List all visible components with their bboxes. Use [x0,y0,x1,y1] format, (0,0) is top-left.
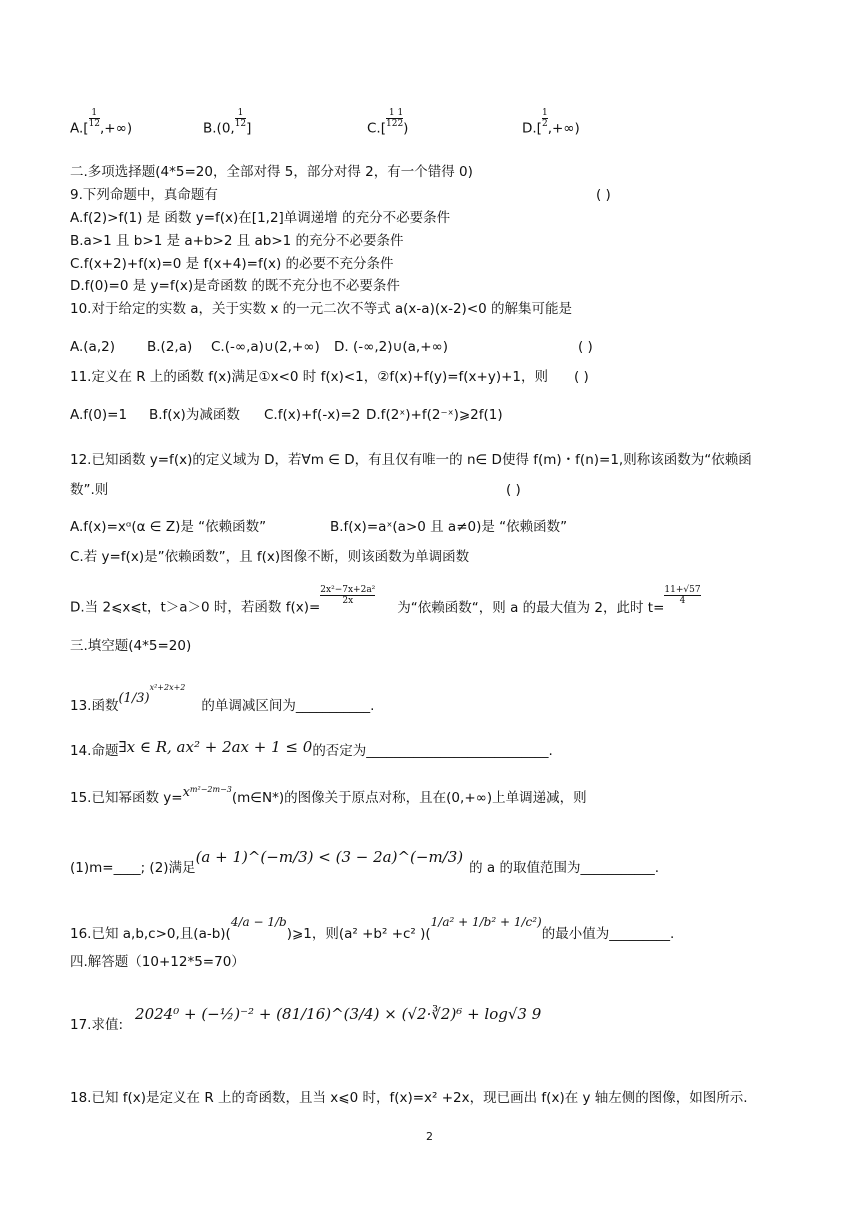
q11-answer-paren: ( ) [574,369,589,385]
q9-answer-paren: ( ) [596,187,611,203]
q12-option-d: D.当 2⩽x⩽t，t＞a＞0 时，若函数 f(x)= $\frac{\text{2x²−7x+2a²}}{2x}$ 为“依赖函数“，则 a 的最大值为 2，此时 t= $\frac{11+√57}{4}$ [70,585,701,616]
q12-stem-line1: 12.已知函数 y=f(x)的定义域为 D，若∀m ∈ D，有且仅有唯一的 n∈ D使得 f(m)・f(n)=1,则称该函数为“依赖函 [70,452,752,468]
q12-stem-line2: 数”.则 [70,482,109,498]
q10-option-b: B.(2,a) [147,339,193,355]
q15-line1: 15.已知幂函数 $y=x^{m^2-2m-3}(m\in N*)$的图像关于原点对称，且在(0,+∞)上单调递减，则 [70,785,587,806]
section-title-multiple-choice: 二.多项选择题(4*5=20，全部对得 5，部分对得 2，有一个错得 0) [70,164,473,180]
q15-line2: (1)m=____; (2)满足(a + 1)^(−m/3) < (3 − 2a)^(−m/3)的 a 的取值范围为___________. [70,848,660,876]
q10-stem: 10.对于给定的实数 a，关于实数 x 的一元二次不等式 a(x-a)(x-2)<0 的解集可能是 [70,301,573,317]
q16: 16.已知 a,b,c>0,且(a-b)(4/a − 1/b)⩾1，则(a² +b² +c² )(1/a² + 1/b² + 1/c²)的最小值为_________. [70,915,675,942]
q10-option-a: A.(a,2) [70,339,115,355]
q9-option-b: B.a>1 且 b>1 是 a+b>2 且 ab>1 的充分不必要条件 [70,233,404,249]
q11-stem: 11.定义在 R 上的函数 f(x)满足①x<0 时 f(x)<1，②f(x)+f(y)=f(x+y)+1，则 [70,369,549,385]
q12-option-b: B.f(x)=aˣ(a>0 且 a≠0)是 “依赖函数” [330,519,568,535]
q8-option-c: C.[ $\frac{1}{12}$ $\frac{1}{2}$ ) [367,108,409,137]
q13: 13.函数$(1/3)^{x^2+2x+2}$的单调减区间为___________. [70,683,375,714]
q8-option-a: A.[ $\frac{1}{12}$ ,+∞) [70,108,133,137]
q11-option-a: A.f(0)=1 [70,407,128,423]
q11-option-d: D.f(2ˣ)+f(2⁻ˣ)⩾2f(1) [366,407,503,423]
q9-option-a: A.f(2)>f(1) 是 函数 y=f(x)在[1,2]单调递增 的充分不必要条件 [70,210,451,226]
q18: 18.已知 f(x)是定义在 R 上的奇函数，且当 x⩽0 时，f(x)=x² +2x，现已画出 f(x)在 y 轴左侧的图像，如图所示. [70,1090,748,1106]
q9-option-d: D.f(0)=0 是 y=f(x)是奇函数 的既不充分也不必要条件 [70,278,400,294]
q10-option-c: C.(-∞,a)∪(2,+∞) [211,339,320,355]
section-title-fill-in: 三.填空题(4*5=20) [70,638,192,654]
q11-option-b: B.f(x)为减函数 [149,407,240,423]
q8-option-b: B.(0, $\frac{1}{12}$ ] [203,108,252,137]
q11-option-c: C.f(x)+f(-x)=2 [264,407,361,423]
q9-option-c: C.f(x+2)+f(x)=0 是 f(x+4)=f(x) 的必要不充分条件 [70,256,394,272]
q10-answer-paren: ( ) [578,339,593,355]
section-title-solutions: 四.解答题（10+12*5=70） [70,954,245,970]
q10-option-d: D. (-∞,2)∪(a,+∞) [334,339,449,355]
page-number: 2 [426,1130,433,1143]
q12-answer-paren: ( ) [506,482,521,498]
q9-stem: 9.下列命题中，真命题有 [70,187,218,203]
q12-option-a: A.f(x)=xᵅ(α ∈ Z)是 “依赖函数” [70,519,267,535]
q8-option-d: D.[ $\frac{1}{2}$ ,+∞) [522,108,580,137]
q14: 14.命题∃x ∈ R, ax² + 2ax + 1 ≤ 0的否定为___________________________. [70,738,553,759]
q12-option-c: C.若 y=f(x)是”依赖函数”，且 f(x)图像不断，则该函数为单调函数 [70,549,470,565]
q17: 17.求值:2024⁰ + (−½)⁻² + (81/16)^(3/4) × (√2·∛2)⁶ + log√3 9 [70,1005,542,1033]
